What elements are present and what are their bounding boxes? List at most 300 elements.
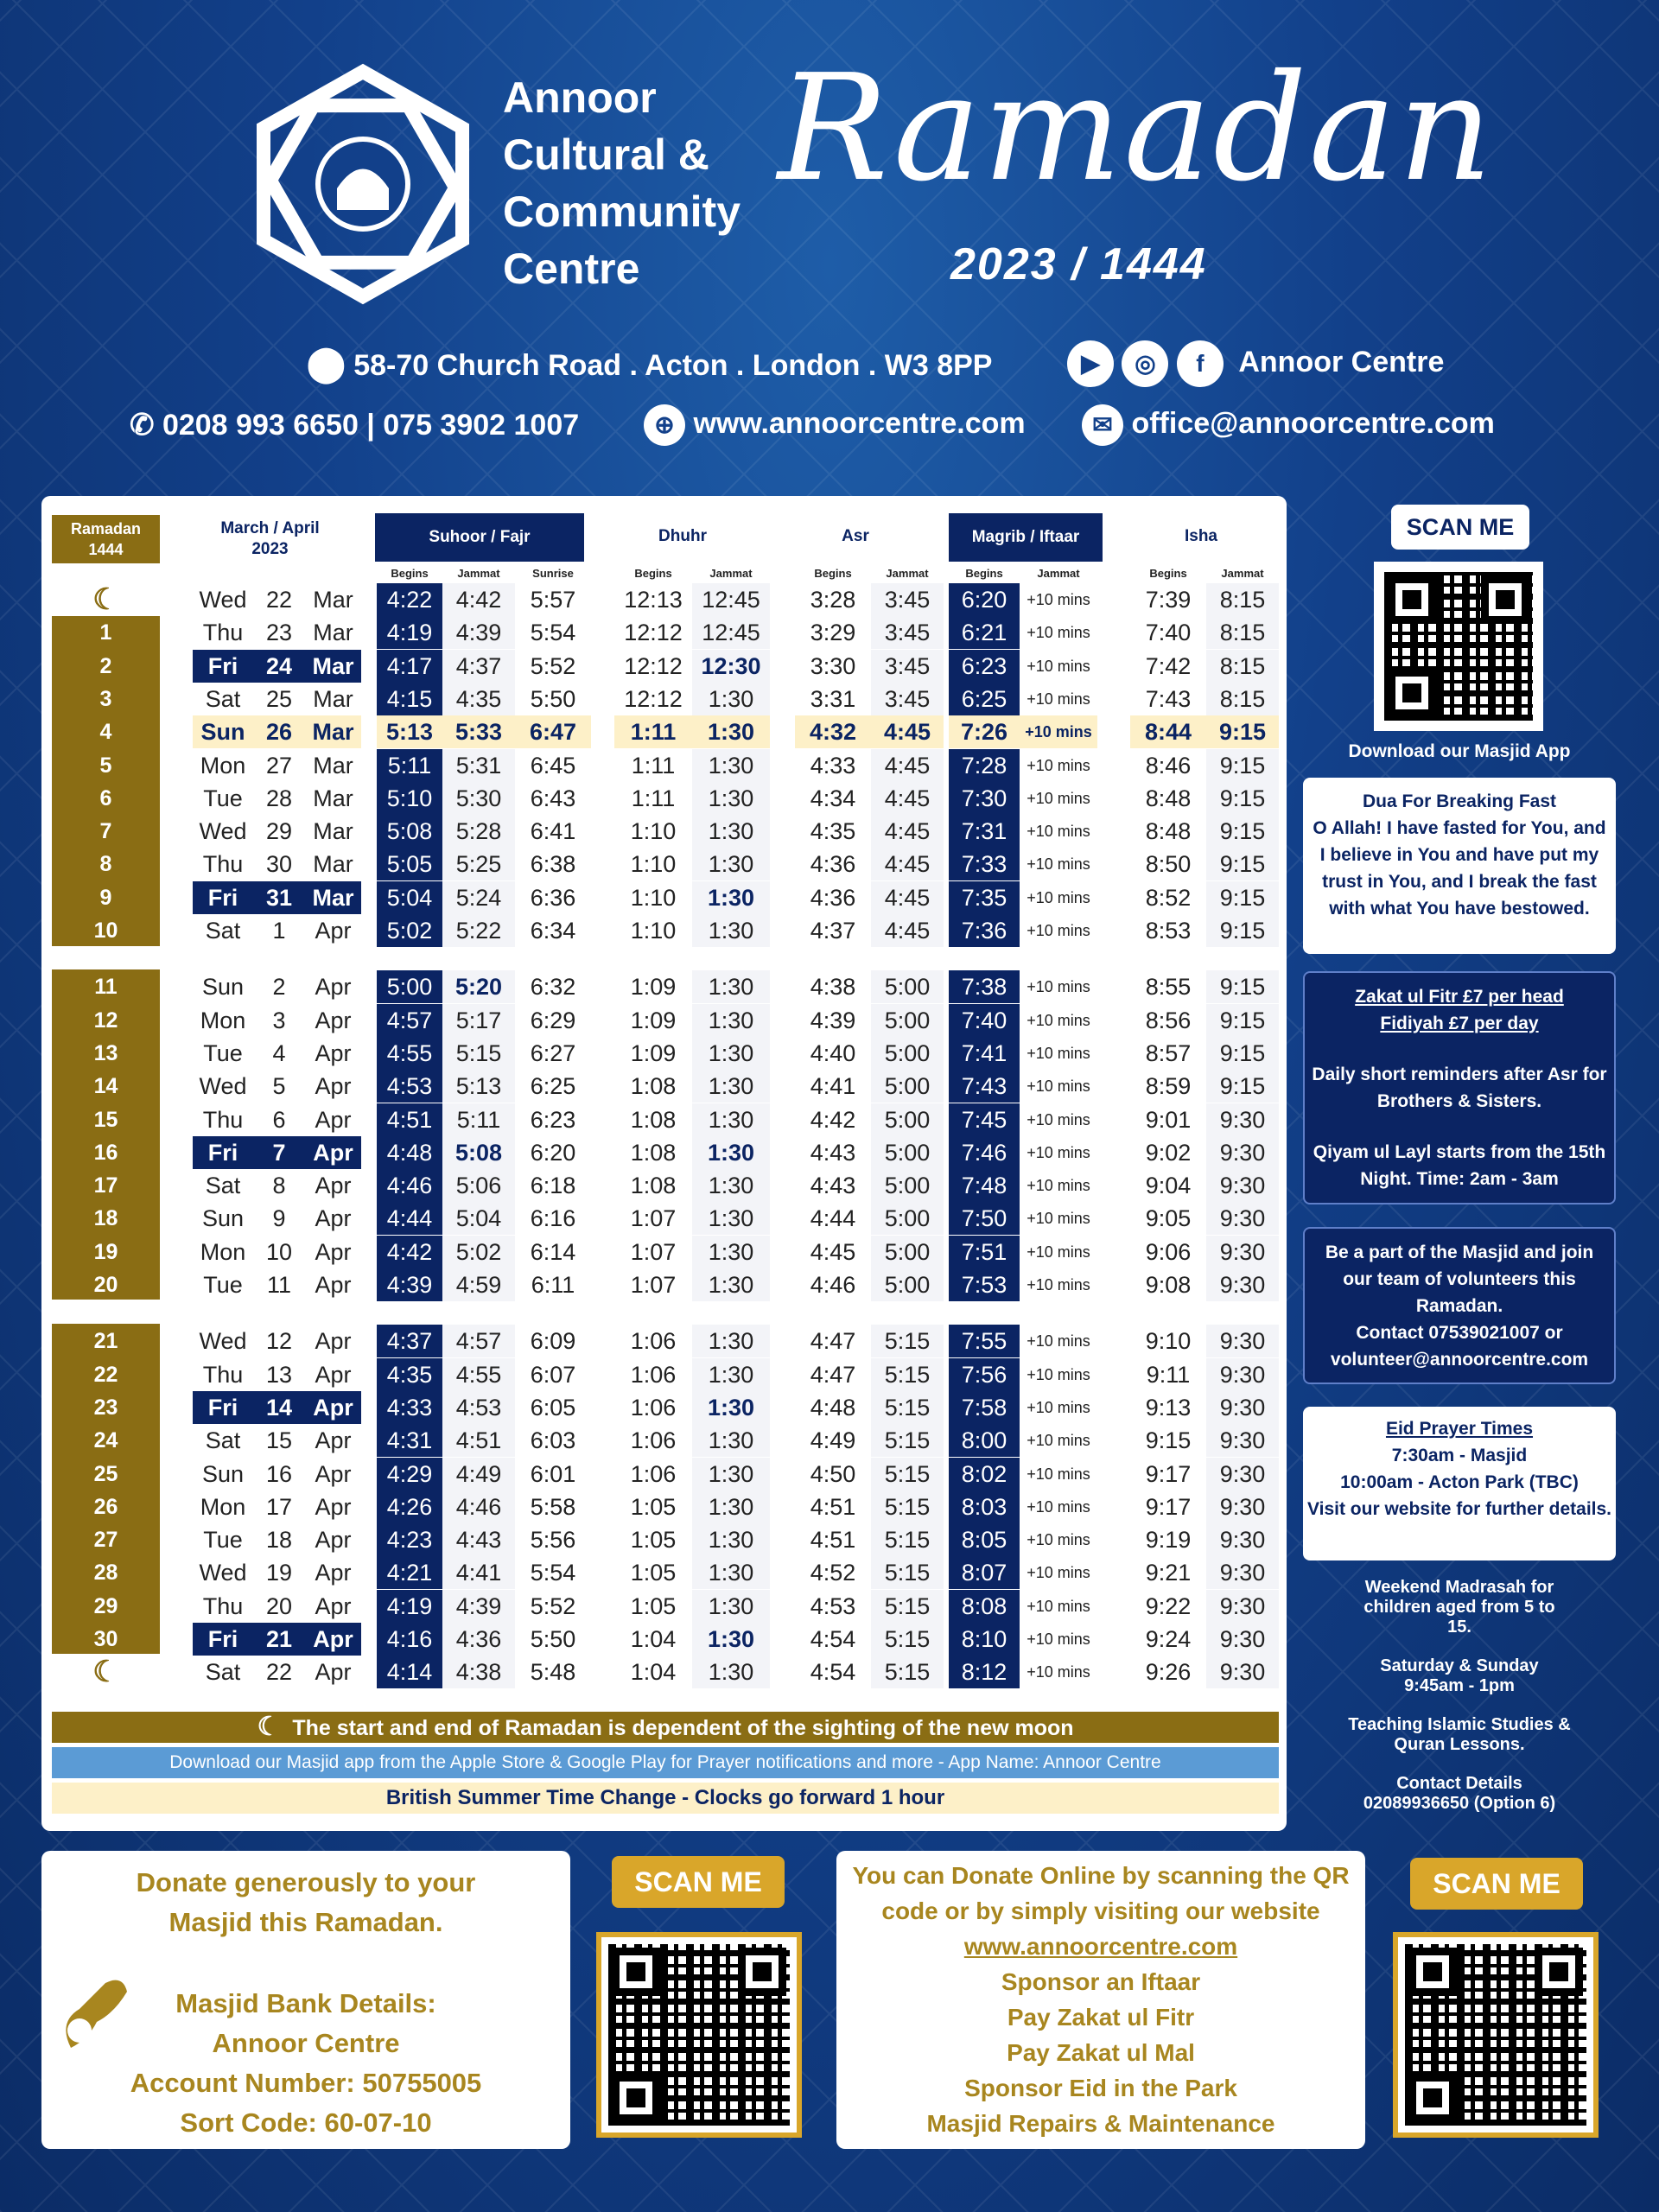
- magrib-jammat: +10 mins: [1027, 1077, 1090, 1096]
- month: Apr: [315, 1073, 352, 1100]
- fajr-begins: 5:13: [377, 715, 442, 748]
- asr-jammat: 5:15: [871, 1358, 944, 1391]
- fajr-begins: 4:29: [377, 1458, 442, 1491]
- sunrise: 5:57: [530, 587, 576, 613]
- dhuhr-jammat: 1:30: [692, 881, 770, 914]
- eid-note: Visit our website for further details.: [1306, 1499, 1612, 1519]
- address: [307, 344, 992, 384]
- ramadan-day: 27: [93, 1528, 118, 1553]
- eid-time: 7:30am - Masjid: [1391, 1446, 1528, 1465]
- fajr-jammat: 4:46: [442, 1491, 515, 1523]
- isha-begins: 9:05: [1145, 1205, 1192, 1232]
- sunrise: 5:52: [530, 1592, 576, 1619]
- fajr-begins: 4:33: [377, 1391, 442, 1424]
- magrib-jammat: +10 mins: [1027, 1276, 1090, 1294]
- sunrise: 5:50: [530, 685, 576, 712]
- weekday: Sun: [201, 1460, 245, 1487]
- fajr-begins: 4:46: [377, 1169, 442, 1202]
- isha-begins: 9:06: [1145, 1238, 1192, 1265]
- month: Apr: [315, 1493, 352, 1520]
- asr-jammat: 5:15: [871, 1491, 944, 1523]
- weekday: Mon: [200, 1238, 246, 1265]
- email[interactable]: [1082, 404, 1495, 446]
- dhuhr-begins: 12:12: [624, 652, 683, 679]
- dhuhr-begins: 1:05: [630, 1560, 677, 1586]
- asr-begins: 3:29: [810, 620, 856, 646]
- isha-jammat: 9:30: [1206, 1136, 1279, 1169]
- fajr-begins: 5:08: [377, 815, 442, 848]
- dhuhr-jammat: 1:30: [692, 970, 770, 1003]
- weekday: Sat: [205, 1173, 241, 1199]
- magrib-jammat: +10 mins: [1027, 978, 1090, 996]
- dhuhr-begins: 1:05: [630, 1592, 677, 1619]
- ramadan-day: 18: [93, 1206, 118, 1231]
- table-row: [52, 650, 1279, 683]
- asr-jammat: 5:15: [871, 1656, 944, 1688]
- magrib-begins: 7:28: [949, 749, 1020, 782]
- isha-header: Isha: [1184, 527, 1218, 545]
- org-line: Cultural &: [503, 130, 709, 179]
- isha-begins: 7:39: [1145, 587, 1192, 613]
- donate-option: Sponsor Eid in the Park: [964, 2075, 1237, 2101]
- table-row: [52, 1358, 1279, 1391]
- dhuhr-begins: 1:06: [630, 1460, 677, 1487]
- date: 22: [265, 587, 293, 613]
- magrib-begins: 8:05: [949, 1523, 1020, 1556]
- asr-jammat: 3:45: [871, 616, 944, 649]
- month: Apr: [315, 918, 352, 944]
- dhuhr-jammat: 1:30: [692, 1623, 770, 1656]
- website-qr-code[interactable]: [1393, 1932, 1599, 2138]
- crescent-moon-icon: ☾: [257, 1713, 281, 1741]
- ramadan-header: [52, 515, 160, 563]
- dhuhr-begins: 1:08: [630, 1106, 677, 1133]
- isha-jammat: 9:15: [1206, 715, 1279, 748]
- magrib-begins: 6:20: [949, 583, 1020, 616]
- magrib-jammat: +10 mins: [1027, 1011, 1090, 1029]
- dhuhr-jammat: 1:30: [692, 1656, 770, 1688]
- date: 13: [265, 1361, 293, 1388]
- dhuhr-begins: 1:09: [630, 1007, 677, 1033]
- magrib-jammat: +10 mins: [1027, 1465, 1090, 1483]
- sunrise: 6:11: [531, 1272, 575, 1298]
- isha-jammat: 9:30: [1206, 1391, 1279, 1424]
- asr-jammat: 3:45: [871, 583, 944, 616]
- fajr-begins: 5:05: [377, 848, 442, 880]
- account-number: Account Number: 50755005: [130, 2068, 482, 2098]
- dhuhr-begins: 1:05: [630, 1527, 677, 1554]
- magrib-jammat: +10 mins: [1027, 823, 1090, 841]
- table-row: [52, 1169, 1279, 1202]
- asr-jammat: 5:00: [871, 1037, 944, 1070]
- volunteer-contact: Contact 07539021007 or volunteer@annoorcentre.com: [1330, 1323, 1589, 1370]
- magrib-jammat: +10 mins: [1027, 1332, 1090, 1351]
- sunrise: 6:36: [530, 884, 576, 911]
- magrib-begins: 7:50: [949, 1202, 1020, 1235]
- sunrise: 6:01: [530, 1460, 576, 1487]
- asr-begins: 3:31: [810, 685, 856, 712]
- sunrise: 5:48: [530, 1659, 576, 1686]
- date: 7: [253, 1136, 305, 1169]
- asr-jammat: 5:15: [871, 1391, 944, 1424]
- fajr-jammat: 5:17: [442, 1004, 515, 1037]
- dhuhr-jammat: 1:30: [692, 1037, 770, 1070]
- page-title: Ramadan: [778, 43, 1495, 214]
- magrib-begins: 7:31: [949, 815, 1020, 848]
- dhuhr-jammat: 1:30: [692, 815, 770, 848]
- fajr-jammat: 4:42: [442, 583, 515, 616]
- donate-option: Pay Zakat ul Fitr: [1007, 2004, 1195, 2031]
- date: 18: [265, 1527, 293, 1554]
- ramadan-day: 7: [99, 819, 112, 844]
- date: 27: [265, 752, 293, 779]
- fajr-jammat: 4:41: [442, 1556, 515, 1589]
- dhuhr-jammat: 1:30: [692, 1491, 770, 1523]
- asr-begins: 4:32: [795, 715, 871, 748]
- logo-icon: [238, 59, 488, 309]
- fajr-jammat: 4:55: [442, 1358, 515, 1391]
- magrib-jammat: +10 mins: [1027, 624, 1090, 642]
- sub-header: Jammat: [1221, 567, 1264, 580]
- ramadan-day: 13: [93, 1040, 118, 1065]
- magrib-jammat: +10 mins: [1027, 1143, 1090, 1161]
- asr-begins: 4:33: [810, 752, 856, 779]
- sunrise: 5:54: [530, 620, 576, 646]
- dhuhr-begins: 12:12: [624, 620, 683, 646]
- date: 3: [272, 1007, 286, 1033]
- fajr-begins: 4:19: [377, 616, 442, 649]
- year-label: 2023 / 1444: [950, 239, 1207, 289]
- sunrise: 6:43: [530, 785, 576, 811]
- table-row: [52, 1458, 1279, 1491]
- isha-jammat: 8:15: [1206, 683, 1279, 715]
- magrib-jammat: +10 mins: [1027, 1564, 1090, 1582]
- month: Apr: [315, 1205, 352, 1232]
- isha-jammat: 8:15: [1206, 583, 1279, 616]
- asr-jammat: 5:00: [871, 1236, 944, 1268]
- fajr-jammat: 5:22: [442, 914, 515, 947]
- isha-jammat: 9:15: [1206, 914, 1279, 947]
- dhuhr-jammat: 1:30: [692, 1070, 770, 1103]
- isha-begins: 8:55: [1145, 974, 1192, 1001]
- org-name: [503, 69, 762, 297]
- dhuhr-begins: 1:11: [631, 752, 676, 779]
- magrib-jammat: +10 mins: [1020, 715, 1097, 748]
- dhuhr-begins: 1:08: [630, 1173, 677, 1199]
- ramadan-day: 4: [99, 720, 112, 745]
- donate-option: Sponsor an Iftaar: [1001, 1968, 1201, 1995]
- month: Apr: [315, 974, 352, 1001]
- fajr-jammat: 5:25: [442, 848, 515, 880]
- app-note-bar: Download our Masjid app from the Apple Store & Google Play for Prayer notifications and more - App Name: Annoor Centre: [52, 1747, 1279, 1778]
- isha-jammat: 9:15: [1206, 782, 1279, 815]
- asr-jammat: 5:15: [871, 1590, 944, 1623]
- ramadan-day: 21: [93, 1329, 118, 1354]
- weekday: Fri: [193, 881, 253, 914]
- dhuhr-begins: 1:10: [630, 851, 677, 878]
- fajr-begins: 4:21: [377, 1556, 442, 1589]
- ramadan-day: 22: [93, 1362, 118, 1387]
- month: Apr: [315, 1592, 352, 1619]
- table-row: [52, 782, 1279, 815]
- weekday: Tue: [203, 785, 243, 811]
- dhuhr-jammat: 1:30: [692, 1458, 770, 1491]
- madrasah-text: Weekend Madrasah for children aged from 5 to 15.: [1363, 1578, 1555, 1637]
- weekday: Sun: [201, 974, 245, 1001]
- weekday: Fri: [193, 650, 253, 683]
- dhuhr-jammat: 1:30: [692, 914, 770, 947]
- dhuhr-jammat: 1:30: [692, 1236, 770, 1268]
- month: Apr: [315, 1272, 352, 1298]
- isha-jammat: 9:30: [1206, 1556, 1279, 1589]
- donate-qr-code[interactable]: [596, 1932, 802, 2138]
- dhuhr-jammat: 12:45: [692, 583, 770, 616]
- dhuhr-begins: 1:10: [630, 884, 677, 911]
- asr-begins: 3:28: [810, 587, 856, 613]
- isha-begins: 9:21: [1145, 1560, 1192, 1586]
- table-row: [52, 1325, 1279, 1357]
- phone: [130, 408, 579, 442]
- dhuhr-jammat: 1:30: [692, 1523, 770, 1556]
- donate-option: Pay Zakat ul Mal: [1007, 2039, 1195, 2066]
- bank-title: Masjid Bank Details:: [175, 1988, 436, 2018]
- ramadan-day: 15: [93, 1107, 118, 1132]
- asr-jammat: 4:45: [871, 848, 944, 880]
- email-link[interactable]: office@annoorcentre.com: [1131, 406, 1495, 440]
- isha-begins: 9:11: [1146, 1361, 1191, 1388]
- fajr-begins: 5:11: [377, 749, 442, 782]
- table-row: [52, 583, 1279, 616]
- donate-text: Donate generously to your Masjid this Ramadan.: [136, 1867, 476, 1937]
- weekday: Sat: [205, 918, 241, 944]
- isha-begins: 9:19: [1145, 1527, 1192, 1554]
- donate-hand-icon: [54, 1970, 131, 2056]
- fajr-begins: 4:57: [377, 1004, 442, 1037]
- asr-jammat: 5:15: [871, 1556, 944, 1589]
- sunrise: 6:29: [530, 1007, 576, 1033]
- sunrise: 6:03: [530, 1427, 576, 1454]
- ramadan-day: 24: [93, 1428, 118, 1453]
- isha-begins: 8:48: [1145, 818, 1192, 845]
- crescent-moon-icon: ☾: [92, 583, 119, 616]
- magrib-jammat: +10 mins: [1027, 1597, 1090, 1615]
- sunrise: 6:20: [530, 1139, 576, 1166]
- asr-header: Asr: [842, 527, 869, 545]
- date: 2: [272, 974, 286, 1001]
- ramadan-day: 30: [93, 1627, 118, 1651]
- magrib-jammat: +10 mins: [1027, 1663, 1090, 1681]
- org-line: Community: [503, 188, 741, 236]
- fajr-jammat: 5:33: [442, 715, 515, 748]
- month: Apr: [305, 1391, 361, 1424]
- isha-jammat: 9:30: [1206, 1491, 1279, 1523]
- sunrise: 6:38: [530, 851, 576, 878]
- isha-jammat: 9:15: [1206, 815, 1279, 848]
- ramadan-day: 9: [99, 885, 112, 910]
- magrib-begins: 7:41: [949, 1037, 1020, 1070]
- table-row: [52, 970, 1279, 1003]
- sunrise: 6:14: [530, 1238, 576, 1265]
- table-row: [52, 683, 1279, 715]
- dhuhr-jammat: 1:30: [692, 782, 770, 815]
- dhuhr-header: Dhuhr: [658, 527, 707, 545]
- ramadan-day: 26: [93, 1494, 118, 1519]
- asr-begins: 4:48: [810, 1394, 856, 1421]
- magrib-jammat: +10 mins: [1027, 855, 1090, 874]
- weekday: Thu: [202, 1361, 244, 1388]
- ramadan-day: 28: [93, 1560, 118, 1586]
- weekday: Tue: [203, 1527, 243, 1554]
- isha-begins: 9:01: [1145, 1106, 1192, 1133]
- asr-begins: 4:34: [810, 785, 856, 811]
- table-row: [52, 1004, 1279, 1037]
- weekday: Fri: [193, 1136, 253, 1169]
- fajr-begins: 4:51: [377, 1103, 442, 1136]
- date: 23: [265, 620, 293, 646]
- sub-header: Jammat: [1037, 567, 1080, 580]
- date: 10: [265, 1238, 293, 1265]
- isha-begins: 9:17: [1145, 1493, 1192, 1520]
- fajr-begins: 4:22: [377, 583, 442, 616]
- sub-header: Jammat: [709, 567, 753, 580]
- address-text: 58-70 Church Road . Acton . London . W3 8PP: [353, 349, 993, 382]
- dhuhr-begins: 1:07: [630, 1238, 677, 1265]
- table-row: [52, 1556, 1279, 1589]
- magrib-begins: 6:23: [949, 650, 1020, 683]
- isha-begins: 9:10: [1145, 1328, 1192, 1355]
- asr-jammat: 5:00: [871, 970, 944, 1003]
- month: Mar: [313, 785, 353, 811]
- isha-begins: 9:17: [1145, 1460, 1192, 1487]
- isha-jammat: 8:15: [1206, 616, 1279, 649]
- eid-time: 10:00am - Acton Park (TBC): [1340, 1472, 1579, 1492]
- social-text: Annoor Centre: [1238, 345, 1445, 378]
- weekday: Mon: [200, 1493, 246, 1520]
- isha-begins: 8:59: [1145, 1073, 1192, 1100]
- madrasah-info: [1303, 1578, 1616, 1814]
- facebook-icon[interactable]: f: [1177, 340, 1224, 387]
- sunrise: 6:27: [530, 1039, 576, 1066]
- table-row: [52, 914, 1279, 947]
- sunrise: 6:41: [530, 818, 576, 845]
- weekday: Tue: [203, 1039, 243, 1066]
- social-links: [1067, 340, 1444, 387]
- magrib-jammat: +10 mins: [1027, 756, 1090, 774]
- sunrise: 5:50: [530, 1626, 576, 1652]
- weekday: Wed: [199, 1073, 247, 1100]
- date: 5: [272, 1073, 286, 1100]
- magrib-header: Magrib / Iftaar: [949, 513, 1103, 562]
- website-link[interactable]: www.annoorcentre.com: [693, 406, 1026, 440]
- fajr-begins: 4:16: [377, 1623, 442, 1656]
- weekday: Wed: [199, 587, 247, 613]
- sunrise: 6:45: [530, 752, 576, 779]
- fajr-jammat: 4:59: [442, 1268, 515, 1301]
- website[interactable]: [644, 404, 1026, 446]
- magrib-begins: 7:45: [949, 1103, 1020, 1136]
- ramadan-day: 16: [93, 1140, 118, 1165]
- isha-begins: 8:48: [1145, 785, 1192, 811]
- asr-begins: 4:39: [810, 1007, 856, 1033]
- dhuhr-jammat: 1:30: [692, 749, 770, 782]
- fajr-begins: 5:02: [377, 914, 442, 947]
- sunrise: 6:16: [530, 1205, 576, 1232]
- month: Apr: [315, 1361, 352, 1388]
- isha-jammat: 9:30: [1206, 1169, 1279, 1202]
- sub-header: Jammat: [457, 567, 500, 580]
- table-row: [52, 1523, 1279, 1556]
- table-row: [52, 1268, 1279, 1301]
- asr-begins: 4:44: [810, 1205, 856, 1232]
- sub-header: Begins: [634, 567, 672, 580]
- table-row: [52, 1590, 1279, 1623]
- magrib-jammat: +10 mins: [1027, 690, 1090, 708]
- youtube-icon[interactable]: ▶: [1067, 340, 1114, 387]
- table-row: [52, 1103, 1279, 1136]
- isha-jammat: 9:30: [1206, 1523, 1279, 1556]
- magrib-jammat: +10 mins: [1027, 657, 1090, 675]
- dhuhr-jammat: 1:30: [692, 1268, 770, 1301]
- dhuhr-begins: 1:11: [614, 715, 692, 748]
- email-icon: ✉: [1082, 404, 1123, 446]
- dhuhr-jammat: 1:30: [692, 1358, 770, 1391]
- magrib-jammat: +10 mins: [1027, 1110, 1090, 1128]
- asr-begins: 4:45: [810, 1238, 856, 1265]
- asr-begins: 4:47: [810, 1361, 856, 1388]
- ramadan-day: 5: [99, 753, 112, 778]
- month: Mar: [305, 650, 361, 683]
- sunrise: 6:25: [530, 1073, 576, 1100]
- ramadan-day: 3: [99, 686, 112, 711]
- instagram-icon[interactable]: ◎: [1122, 340, 1168, 387]
- sunrise: 5:56: [530, 1527, 576, 1554]
- date: 21: [253, 1623, 305, 1656]
- app-qr-code[interactable]: [1374, 562, 1543, 731]
- isha-jammat: 9:30: [1206, 1202, 1279, 1235]
- online-url[interactable]: www.annoorcentre.com: [963, 1933, 1238, 1960]
- month: Apr: [315, 1460, 352, 1487]
- isha-jammat: 8:15: [1206, 650, 1279, 683]
- org-line: Annoor: [503, 73, 657, 122]
- magrib-jammat: +10 mins: [1027, 1210, 1090, 1228]
- weekday: Thu: [202, 1106, 244, 1133]
- sunrise: 6:09: [530, 1328, 576, 1355]
- fajr-begins: 4:17: [377, 650, 442, 683]
- asr-jammat: 4:45: [871, 782, 944, 815]
- asr-begins: 4:42: [810, 1106, 856, 1133]
- isha-jammat: 9:30: [1206, 1590, 1279, 1623]
- table-row: [52, 1391, 1279, 1424]
- dhuhr-jammat: 1:30: [692, 1556, 770, 1589]
- asr-begins: 4:43: [810, 1173, 856, 1199]
- magrib-begins: 6:21: [949, 616, 1020, 649]
- month-header: [186, 518, 354, 560]
- month: Apr: [315, 1427, 352, 1454]
- date: 9: [272, 1205, 286, 1232]
- ramadan-day: 12: [93, 1007, 118, 1033]
- ramadan-header-year: 1444: [88, 541, 124, 558]
- date: 31: [253, 881, 305, 914]
- month: Apr: [315, 1560, 352, 1586]
- ramadan-day: 29: [93, 1593, 118, 1618]
- isha-begins: 8:46: [1145, 752, 1192, 779]
- weekday: Thu: [202, 1592, 244, 1619]
- sub-header: Sunrise: [532, 567, 574, 580]
- magrib-jammat: +10 mins: [1027, 1243, 1090, 1261]
- isha-begins: 9:24: [1145, 1626, 1192, 1652]
- volunteer-box: [1303, 1227, 1616, 1384]
- month-header-label: March / April: [220, 519, 320, 537]
